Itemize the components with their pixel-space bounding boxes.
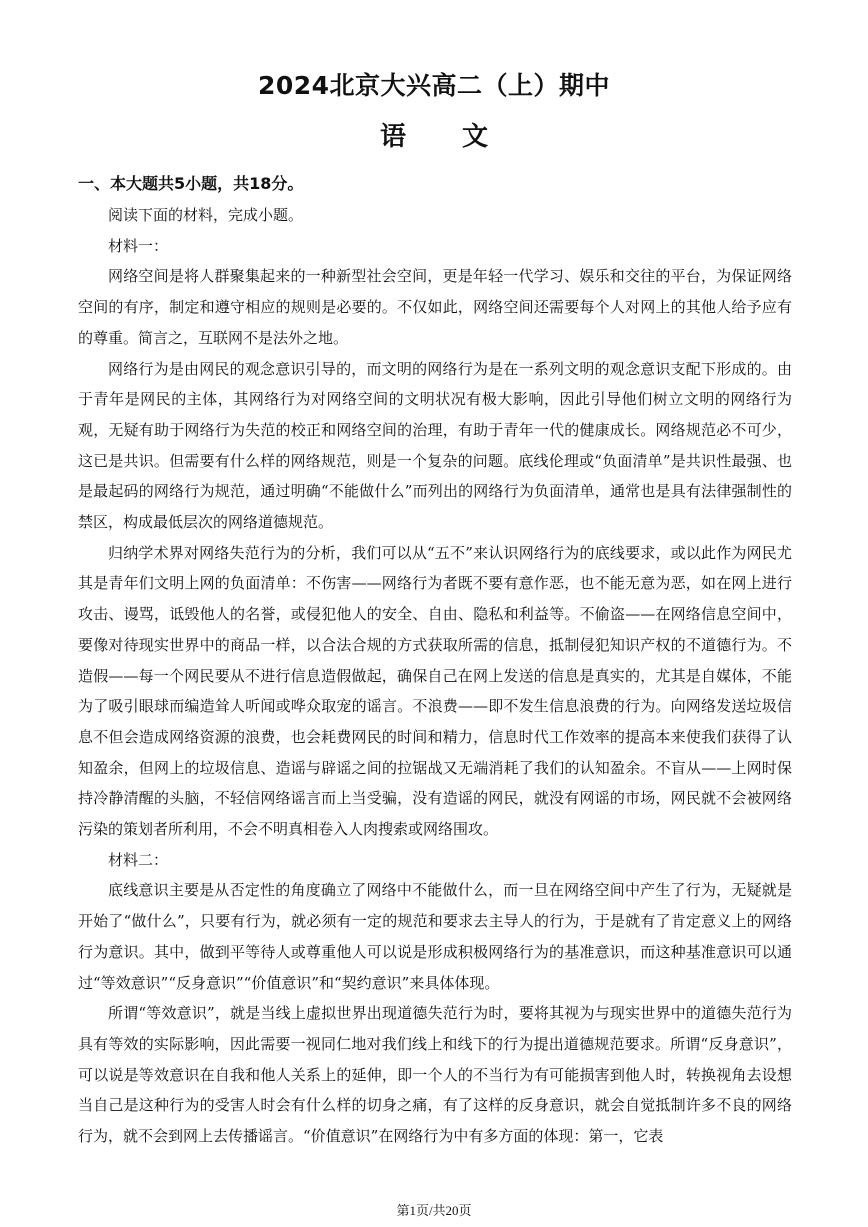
subject-heading	[0, 116, 868, 153]
material-1-label: 材料一：	[108, 236, 169, 255]
page-number: 第1页/共20页	[396, 1203, 472, 1218]
instruction-text: 阅读下面的材料，完成小题。	[108, 206, 304, 224]
passage-body	[78, 200, 792, 1152]
material-1-paragraph-3: 归纳学术界对网络失范行为的分析，我们可以从“五不”来认识网络行为的底线要求，或以此作为网民尤其是青年们文明上网的负面清单：不伤害——网络行为者既不要有意作恶，也不能无意为恶，如在网上进行攻击、谩骂，诋毁他人的名誉，或侵犯他人的安全、自由、隐私和利益等。不偷盗——在网络信息空间中，要像对待现实世界中的商品一样，以合法合规的方式获取所需的信息，抵制侵犯知识产权的不道德行为。不造假——每一个网民要从不进行信息造假做起，确保自己在网上发送的信息是真实的，尤其是自媒体，不能为了吸引眼球而编造耸人听闻或哗众取宠的谣言。不浪费——即不发生信息浪费的行为。向网络发送垃圾信息不但会造成网络资源的浪费，也会耗费网民的时间和精力，信息时代工作效率的提高本来使我们获得了认知盈余，但网上的垃圾信息、造谣与辟谣之间的拉锯战又无端消耗了我们的认知盈余。不盲从——上网时保持冷静清醒的头脑，不轻信网络谣言而上当受骗，没有造谣的网民，就没有网谣的市场，网民就不会被网络污染的策划者所利用，不会不明真相卷入人肉搜索或网络围攻。	[78, 543, 792, 839]
subject-char-1: 语	[379, 122, 406, 152]
material-2-paragraph-2: 所谓“等效意识”，就是当线上虚拟世界出现道德失范行为时，要将其视为与现实世界中的道德失范行为具有等效的实际影响，因此需要一视同仁地对我们线上和线下的行为提出道德规范要求。所谓“反身意识”，可以说是等效意识在自我和他人关系上的延伸，即一个人的不当行为有可能损害到他人时，转换视角去设想当自己是这种行为的受害人时会有什么样的切身之痛，有了这样的反身意识，就会自觉抵制许多不良的网络行为，就不会到网上去传播谣言。“价值意识”在网络行为中有多方面的体现：第一，它表	[78, 1004, 792, 1146]
document-title: 2024北京大兴高二（上）期中	[257, 71, 611, 100]
material-1-paragraph-1: 网络空间是将人群聚集起来的一种新型社会空间，更是年轻一代学习、娱乐和交往的平台，为保证网络空间的有序，制定和遵守相应的规则是必要的。不仅如此，网络空间还需要每个人对网上的其他人给予应有的尊重。简言之，互联网不是法外之地。	[78, 267, 792, 347]
material-1-paragraph-2: 网络行为是由网民的观念意识引导的，而文明的网络行为是在一系列文明的观念意识支配下形成的。由于青年是网民的主体，其网络行为对网络空间的文明状况有极大影响，因此引导他们树立文明的网络行为观，无疑有助于网络行为失范的校正和网络空间的治理，有助于青年一代的健康成长。网络规范必不可少，这已是共识。但需要有什么样的网络规范，则是一个复杂的问题。底线伦理或“负面清单”是共识性最强、也是最起码的网络行为规范，通过明确“不能做什么”而列出的网络行为负面清单，通常也是具有法律强制性的禁区，构成最低层次的网络道德规范。	[78, 359, 792, 532]
section-heading: 一、本大题共5小题，共18分。	[78, 174, 304, 193]
subject-char-2: 文	[462, 122, 489, 152]
material-2-paragraph-1: 底线意识主要是从否定性的角度确立了网络中不能做什么，而一旦在网络空间中产生了行为，无疑就是开始了“做什么”，只要有行为，就必须有一定的规范和要求去主导人的行为，于是就有了肯定意义上的网络行为意识。其中，做到平等待人或尊重他人可以说是形成积极网络行为的基准意识，而这种基准意识可以通过“等效意识”“反身意识”“价值意识”和“契约意识”来具体体现。	[78, 881, 792, 992]
material-2-label: 材料二：	[108, 850, 169, 869]
